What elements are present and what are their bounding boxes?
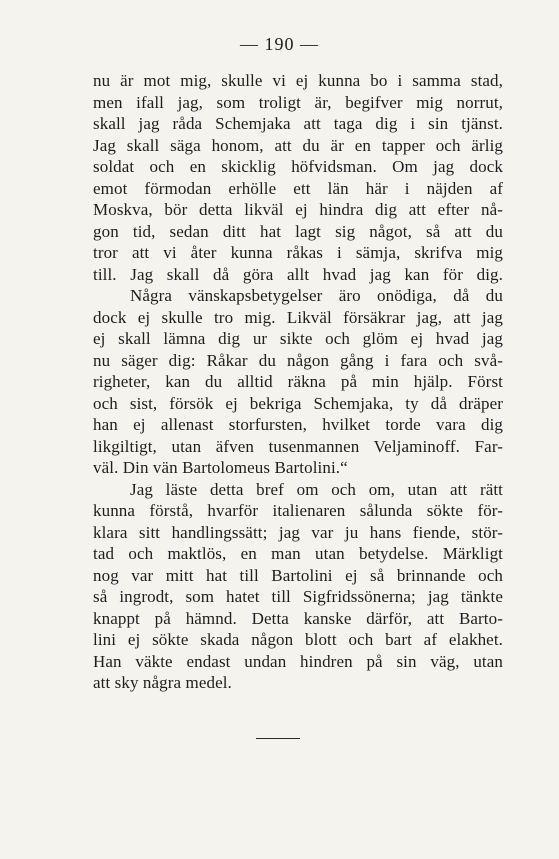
- text-line: han ej allenast storfursten, hvilket torde vara dig: [93, 415, 503, 434]
- text-line: gon tid, sedan ditt hat lagt sig något, så att du: [93, 221, 503, 241]
- text-line: tror att vi åter kunna råkas i sämja, skrifva mig: [93, 243, 503, 262]
- text-line: och sist, försök ej bekriga Schemjaka, ty då dräper: [93, 393, 503, 413]
- text-line: knappt på hämnd. Detta kanske därför, att Barto-: [93, 608, 503, 628]
- text-line: men ifall jag, som troligt är, begifver mig norrut,: [93, 92, 503, 112]
- text-line: till. Jag skall då göra allt hvad jag kan för dig.: [93, 264, 503, 284]
- text-line: Jag läste detta bref om och om, utan att rätt: [130, 479, 503, 499]
- text-line: att sky några medel.: [93, 673, 232, 692]
- text-line: righeter, kan du alltid räkna på min hjälp. Först: [93, 372, 503, 391]
- text-line: så ingrodt, som hatet till Sigfridssönerna; jag tänkte: [93, 587, 503, 606]
- body-text: [93, 70, 503, 694]
- text-line: ej skall lämna dig ur sikte och glöm ej hvad jag: [93, 329, 503, 348]
- text-line: tad och maktlös, en man utan betydelse. Märkligt: [93, 544, 503, 563]
- text-line: nog var mitt hat till Bartolini ej så brinnande och: [93, 565, 503, 585]
- text-line: Några vänskapsbetygelser äro onödiga, då du: [130, 286, 503, 305]
- text-line: klara sitt handlingssätt; jag var ju hans fiende, stör-: [93, 522, 503, 542]
- text-line: nu säger dig: Råkar du någon gång i fara och svå-: [93, 350, 503, 370]
- text-line: emot förmodan erhölle ett län här i näjden af: [93, 178, 503, 198]
- text-line: skall jag råda Schemjaka att taga dig i sin tjänst.: [93, 114, 503, 133]
- section-end-rule: [256, 738, 300, 739]
- text-line: Moskva, bör detta likväl ej hindra dig att efter nå-: [93, 200, 503, 219]
- text-line: kunna förstå, hvarför italienaren sålunda sökte för-: [93, 501, 503, 520]
- text-line: väl. Din vän Bartolomeus Bartolini.“: [93, 458, 348, 477]
- text-line: nu är mot mig, skulle vi ej kunna bo i samma stad,: [93, 71, 503, 90]
- text-line: likgiltigt, utan äfven tusenmannen Veljaminoff. Far-: [93, 436, 503, 456]
- page-number: — 190 —: [240, 34, 319, 54]
- text-line: Jag skall säga honom, att du är en tapper och ärlig: [93, 135, 503, 155]
- text-line: lini ej sökte skada någon blott och bart af elakhet.: [93, 630, 503, 649]
- text-line: soldat och en skicklig höfvidsman. Om jag dock: [93, 157, 503, 176]
- text-line: Han väkte endast undan hindren på sin väg, utan: [93, 651, 503, 671]
- text-line: dock ej skulle tro mig. Likväl försäkrar jag, att jag: [93, 307, 503, 327]
